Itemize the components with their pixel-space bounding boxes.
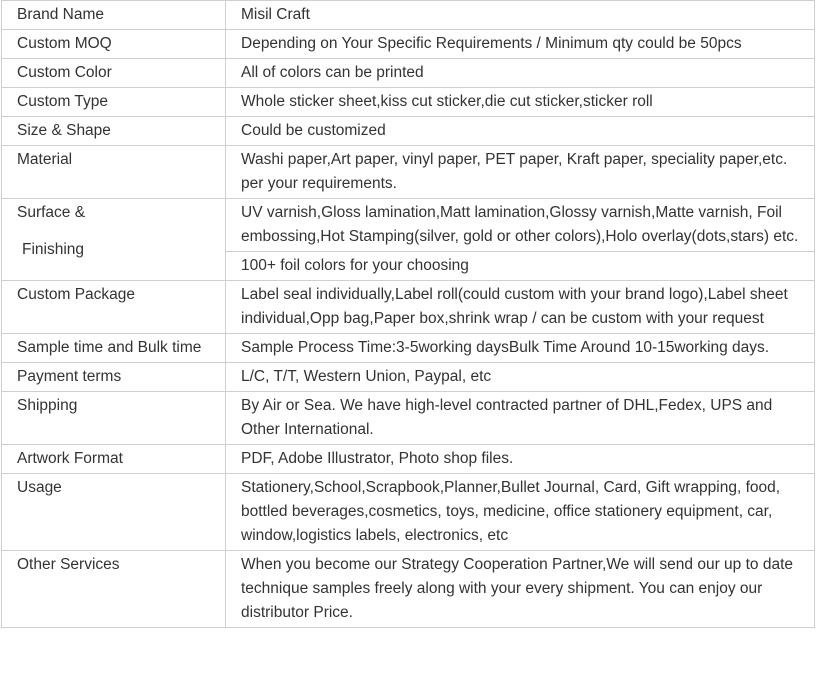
row-label: Artwork Format <box>2 445 226 474</box>
table-row <box>2 445 815 474</box>
row-value: 100+ foil colors for your choosing <box>226 252 815 281</box>
row-label: Custom Package <box>2 281 226 334</box>
row-label: Other Services <box>2 551 226 628</box>
row-label: Size & Shape <box>2 117 226 146</box>
label-spacer <box>17 225 217 238</box>
table-row <box>2 88 815 117</box>
row-value: Sample Process Time:3-5working daysBulk Time Around 10-15working days. <box>226 334 815 363</box>
row-label: Payment terms <box>2 363 226 392</box>
table-row <box>2 30 815 59</box>
row-value: L/C, T/T, Western Union, Paypal, etc <box>226 363 815 392</box>
row-label: Custom Type <box>2 88 226 117</box>
row-value: Label seal individually,Label roll(could custom with your brand logo),Label sheet individual,Opp bag,Paper box,shrink wrap / can be custom with your request <box>226 281 815 334</box>
table-row <box>2 146 815 199</box>
row-label <box>2 199 226 281</box>
row-label-line: Finishing <box>22 241 85 258</box>
row-label: Usage <box>2 474 226 551</box>
product-spec-table <box>1 0 815 628</box>
row-value: Depending on Your Specific Requirements / Minimum qty could be 50pcs <box>226 30 815 59</box>
row-value: UV varnish,Gloss lamination,Matt lamination,Glossy varnish,Matte varnish, Foil embossing,Hot Stamping(silver, gold or other colors),Holo overlay(dots,stars) etc. <box>226 199 815 252</box>
row-value: Whole sticker sheet,kiss cut sticker,die cut sticker,sticker roll <box>226 88 815 117</box>
table-row <box>2 551 815 628</box>
row-value: All of colors can be printed <box>226 59 815 88</box>
row-value: Could be customized <box>226 117 815 146</box>
table-row <box>2 117 815 146</box>
row-value: When you become our Strategy Cooperation Partner,We will send our up to date technique samples freely along with your every shipment. You can enjoy our distributor Price. <box>226 551 815 628</box>
row-label: Shipping <box>2 392 226 445</box>
row-value: Misil Craft <box>226 1 815 30</box>
row-label: Custom Color <box>2 59 226 88</box>
row-label: Brand Name <box>2 1 226 30</box>
row-label: Custom MOQ <box>2 30 226 59</box>
table-row <box>2 474 815 551</box>
row-label: Material <box>2 146 226 199</box>
row-label-line: Surface & <box>17 204 86 221</box>
table-row <box>2 334 815 363</box>
row-label: Sample time and Bulk time <box>2 334 226 363</box>
table-row <box>2 1 815 30</box>
table-row <box>2 281 815 334</box>
row-value: Stationery,School,Scrapbook,Planner,Bullet Journal, Card, Gift wrapping, food, bottled beverages,cosmetics, toys, medicine, office stationery equipment, car, window,logistics labels, electronics, etc <box>226 474 815 551</box>
table-row <box>2 199 815 252</box>
row-value: PDF, Adobe Illustrator, Photo shop files. <box>226 445 815 474</box>
table-row <box>2 59 815 88</box>
row-value: By Air or Sea. We have high-level contracted partner of DHL,Fedex, UPS and Other International. <box>226 392 815 445</box>
row-value: Washi paper,Art paper, vinyl paper, PET paper, Kraft paper, speciality paper,etc. per your requirements. <box>226 146 815 199</box>
table-row <box>2 392 815 445</box>
table-row <box>2 363 815 392</box>
